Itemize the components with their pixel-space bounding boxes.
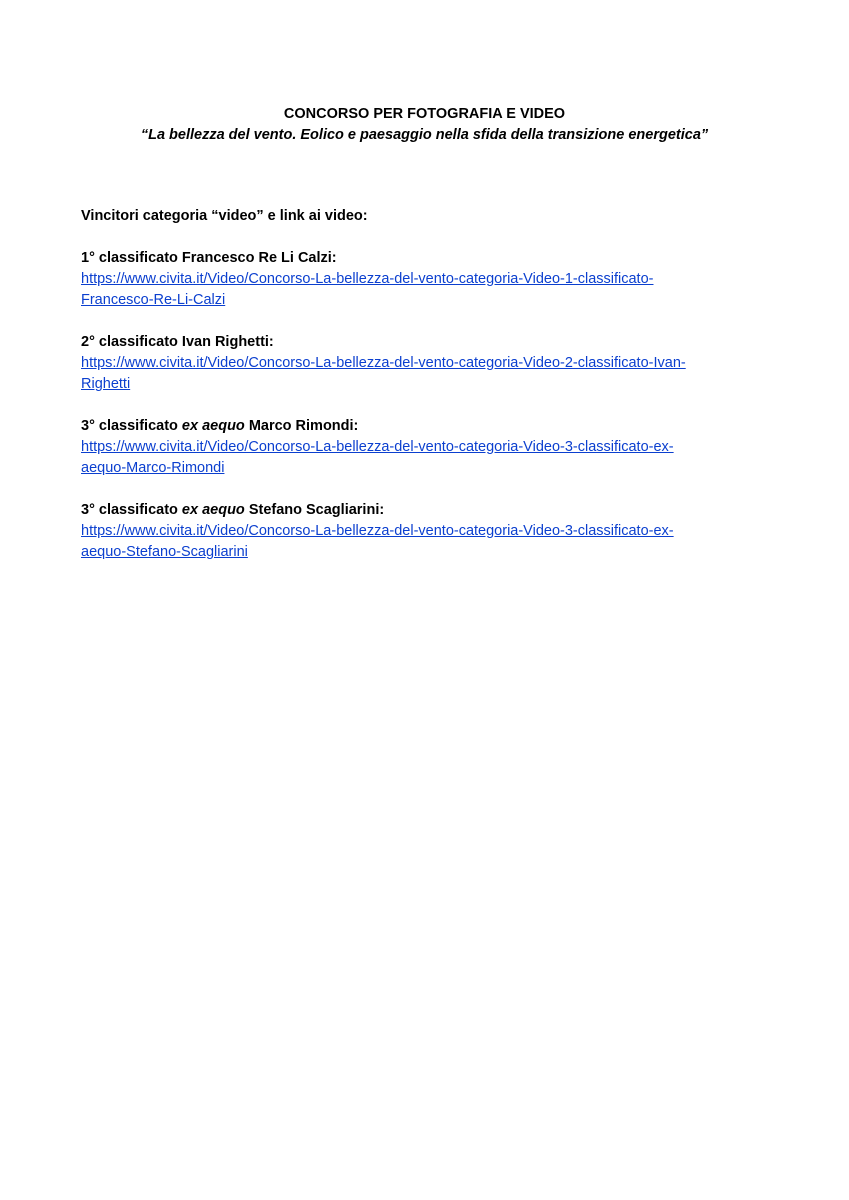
video-link-3[interactable] (81, 437, 771, 479)
winner-name-4: Stefano Scagliarini: (248, 502, 385, 518)
winner-heading-2 (81, 332, 771, 353)
winner-rank-2: 2° classificato (81, 334, 178, 350)
video-link-2-line-2[interactable]: Righetti (81, 376, 131, 392)
winner-entry-4 (81, 500, 771, 563)
winner-name-1: Francesco Re Li Calzi: (181, 250, 337, 266)
winner-entry-2 (81, 332, 771, 395)
winner-entry-3 (81, 416, 771, 479)
video-link-3-line-1[interactable]: https://www.civita.it/Video/Concorso-La-bellezza-del-vento-categoria-Video-3-classificato-ex- (81, 439, 674, 455)
section-intro: Vincitori categoria “video” e link ai video: (81, 208, 368, 224)
winner-heading-1 (81, 248, 771, 269)
video-link-1-line-2[interactable]: Francesco-Re-Li-Calzi (81, 292, 226, 308)
winner-heading-3 (81, 416, 771, 437)
video-link-4-line-1[interactable]: https://www.civita.it/Video/Concorso-La-bellezza-del-vento-categoria-Video-3-classificato-ex- (81, 523, 674, 539)
winner-rank-4: 3° classificato (81, 502, 178, 518)
video-link-1-line-1[interactable]: https://www.civita.it/Video/Concorso-La-bellezza-del-vento-categoria-Video-1-classificato- (81, 271, 654, 287)
winner-heading-4 (81, 500, 771, 521)
winner-name-3: Marco Rimondi: (248, 418, 359, 434)
document-title: CONCORSO PER FOTOGRAFIA E VIDEO (283, 106, 566, 122)
video-link-4[interactable] (81, 521, 771, 563)
video-link-2-line-1[interactable]: https://www.civita.it/Video/Concorso-La-bellezza-del-vento-categoria-Video-2-classificato-Ivan- (81, 355, 686, 371)
winner-rank-3: 3° classificato (81, 418, 178, 434)
winner-entry-1 (81, 248, 771, 311)
video-link-1[interactable] (81, 269, 771, 311)
document-subtitle: “La bellezza del vento. Eolico e paesaggio nella sfida della transizione energetica” (140, 127, 709, 143)
ex-aequo-label-3: ex aequo (181, 418, 245, 434)
video-link-2[interactable] (81, 353, 771, 395)
video-link-4-line-2[interactable]: aequo-Stefano-Scagliarini (81, 544, 248, 560)
winner-rank-1: 1° classificato (81, 250, 178, 266)
winner-name-2: Ivan Righetti: (181, 334, 274, 350)
ex-aequo-label-4: ex aequo (181, 502, 245, 518)
video-link-3-line-2[interactable]: aequo-Marco-Rimondi (81, 460, 225, 476)
